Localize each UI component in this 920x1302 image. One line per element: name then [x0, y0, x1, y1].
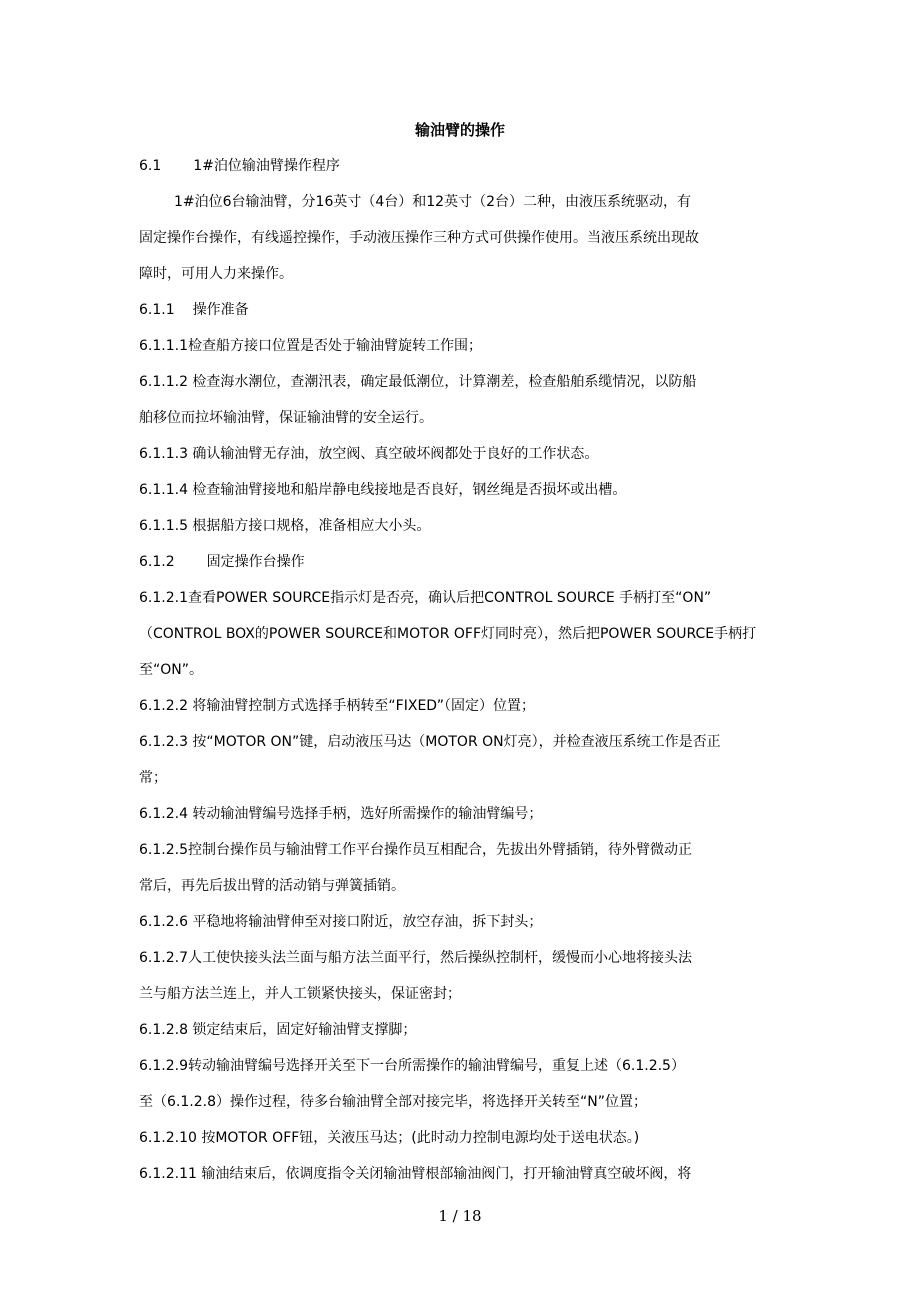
- paragraph-line: 6.1.1.3 确认输油臂无存油，放空阀、真空破坏阀都处于良好的工作状态。: [139, 446, 599, 462]
- subsection-title: 固定操作台操作: [206, 554, 305, 570]
- subsection-heading: [139, 551, 305, 573]
- paragraph-line: 6.1.2.2 将输油臂控制方式选择手柄转至“FIXED”（固定）位置；: [139, 698, 535, 714]
- document-title: 输油臂的操作: [414, 121, 505, 139]
- subsection-number: 6.1.1: [139, 302, 175, 318]
- section-title: 1#泊位输油臂操作程序: [193, 158, 340, 174]
- paragraph-line: 6.1.1.1检查船方接口位置是否处于输油臂旋转工作围；: [139, 338, 482, 354]
- subsection-number: 6.1.2: [139, 554, 175, 570]
- paragraph-line: 6.1.2.9转动输油臂编号选择开关至下一台所需操作的输油臂编号，重复上述（6.1.2.5）: [139, 1058, 685, 1074]
- paragraph-line: 6.1.2.1查看POWER SOURCE指示灯是否亮，确认后把CONTROL SOURCE 手柄打至“ON”: [139, 590, 712, 606]
- paragraph-line: 6.1.2.11 输油结束后，依调度指令关闭输油臂根部输油阀门，打开输油臂真空破坏阀，将: [139, 1166, 692, 1182]
- section-heading: [139, 155, 340, 177]
- paragraph-line: 6.1.2.10 按MOTOR OFF钮，关液压马达；(此时动力控制电源均处于送电状态。): [139, 1130, 640, 1146]
- paragraph-line: 舶移位而拉坏输油臂，保证输油臂的安全运行。: [139, 410, 433, 426]
- paragraph-line: 兰与船方法兰连上，并人工锁紧快接头，保证密封；: [139, 986, 461, 1002]
- paragraph-line: 6.1.2.5控制台操作员与输油臂工作平台操作员互相配合，先拔出外臂插销，待外臂微动正: [139, 842, 692, 858]
- paragraph-line: 6.1.2.7人工使快接头法兰面与船方法兰面平行，然后操纵控制杆，缓慢而小心地将接头法: [139, 950, 692, 966]
- intro-line: 障时，可用人力来操作。: [139, 266, 293, 282]
- paragraph-line: 至“ON”。: [139, 662, 203, 678]
- intro-line: 固定操作台操作，有线遥控操作，手动液压操作三种方式可供操作使用。当液压系统出现故: [139, 230, 699, 246]
- paragraph-line: 常后，再先后拔出臂的活动销与弹簧插销。: [139, 878, 405, 894]
- paragraph-line: 至（6.1.2.8）操作过程，待多台输油臂全部对接完毕，将选择开关转至“N”位置；: [139, 1094, 647, 1110]
- paragraph-line: 6.1.1.4 检查输油臂接地和船岸静电线接地是否良好，钢丝绳是否损坏或出槽。: [139, 482, 627, 498]
- paragraph-line: 6.1.1.2 检查海水潮位，查潮汛表，确定最低潮位，计算潮差，检查船舶系缆情况，以防船: [139, 374, 697, 390]
- paragraph-line: 6.1.2.8 锁定结束后，固定好输油臂支撑脚；: [139, 1022, 417, 1038]
- paragraph-line: 6.1.1.5 根据船方接口规格，准备相应大小头。: [139, 518, 431, 534]
- intro-line: 1#泊位6台输油臂，分16英寸（4台）和12英寸（2台）二种，由液压系统驱动，有: [174, 194, 691, 210]
- subsection-title: 操作准备: [192, 302, 249, 318]
- section-number: 6.1: [139, 158, 162, 174]
- paragraph-line: 6.1.2.6 平稳地将输油臂伸至对接口附近，放空存油，拆下封头；: [139, 914, 543, 930]
- subsection-heading: [139, 299, 249, 321]
- paragraph-line: 6.1.2.4 转动输油臂编号选择手柄，选好所需操作的输油臂编号；: [139, 806, 543, 822]
- paragraph-line: （CONTROL BOX的POWER SOURCE和MOTOR OFF灯同时亮），然后把POWER SOURCE手柄打: [139, 626, 757, 642]
- paragraph-line: 常；: [139, 770, 167, 786]
- paragraph-line: 6.1.2.3 按“MOTOR ON”键，启动液压马达（MOTOR ON灯亮），并检查液压系统工作是否正: [139, 734, 721, 750]
- page-number: 1 / 18: [438, 1207, 482, 1225]
